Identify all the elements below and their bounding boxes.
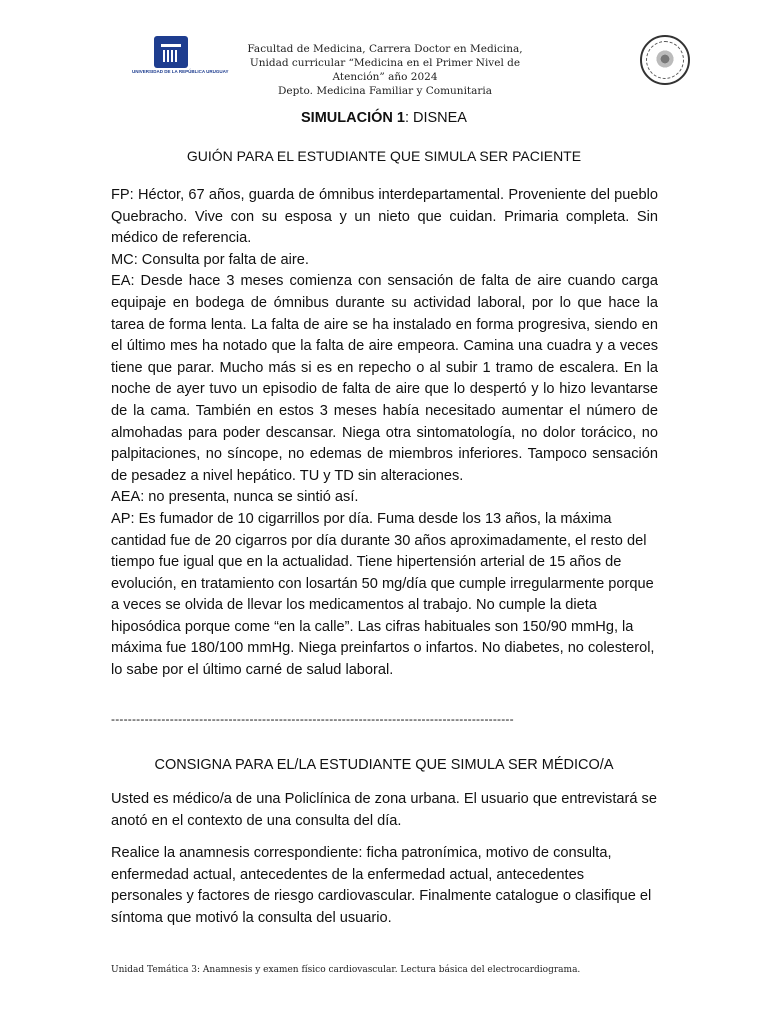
document-header bbox=[230, 42, 540, 98]
page-title bbox=[0, 110, 768, 126]
header-line-3: Depto. Medicina Familiar y Comunitaria bbox=[277, 85, 493, 97]
fp-paragraph: FP: Héctor, 67 años, guarda de ómnibus interdepartamental. Proveniente del pueblo Quebracho. Vive con su esposa y un nieto que cuidan. Primaria completa. Sin médico de referencia. bbox=[111, 187, 658, 247]
section-divider: ------------------------------------------------------------------------------------------------ bbox=[111, 712, 514, 726]
consigna-paragraph-1: Usted es médico/a de una Policlínica de zona urbana. El usuario que entrevistará se anotó en el contexto de una consulta del día. bbox=[111, 791, 657, 829]
university-logo bbox=[132, 36, 229, 96]
ap-paragraph: AP: Es fumador de 10 cigarrillos por día. Fuma desde los 13 años, la máxima cantidad fue de 20 cigarros por día durante 30 años aproximadamente, el resto del tiempo fue igual que en la actualidad. Tiene hipertensión arterial de 15 años de evolución, en tratamiento con losartán 50 mg/día que cumple irregularmente porque a veces se olvida de llevar los medicamentos al trabajo. No cumple la dieta hiposódica porque come “en la calle”. Las cifras habituales son 150/90 mmHg, la máxima fue 180/100 mmHg. Niega preinfartos o infartos. No diabetes, no colesterol, lo sabe por el último carné de salud laboral. bbox=[111, 510, 655, 679]
ea-paragraph: EA: Desde hace 3 meses comienza con sensación de falta de aire cuando carga equipaje en bodega de ómnibus durante su actividad laboral, por lo que hace la tarea de forma lenta. La falta de aire se ha instalado en forma progresiva, siendo en el último mes ha notado que la falta de aire empeora. Camina una cuadra y a veces tiene que parar. Mucho más si es en repecho o al subir 1 tramo de escalera. En la noche de ayer tuvo un episodio de falta de aire que lo despertó y lo hizo levantarse de la cama. También en estos 3 meses había necesitado aumentar el número de almohadas para poder descansar. Niega otra sintomatología, no dolor torácico, no palpitaciones, no síncope, no edemas de miembros inferiores. Tampoco sensación de pesadez a nivel hepático. TU y TD sin alteraciones. bbox=[111, 273, 658, 484]
university-logo-text: UNIVERSIDAD DE LA REPÚBLICA URUGUAY bbox=[132, 69, 229, 74]
header-line-1: Facultad de Medicina, Carrera Doctor en Medicina, bbox=[247, 43, 523, 55]
faculty-seal-icon bbox=[640, 35, 690, 85]
title-rest: : DISNEA bbox=[404, 110, 467, 126]
consigna-paragraph-2: Realice la anamnesis correspondiente: ficha patronímica, motivo de consulta, enfermedad actual, antecedentes de la enfermedad actual, antecedentes personales y factores de riesgo cardiovascular. Finalmente catalogue o clasifique el síntoma que motivó la consulta del usuario. bbox=[111, 845, 652, 926]
university-building-icon bbox=[154, 36, 188, 68]
page-footer: Unidad Temática 3: Anamnesis y examen físico cardiovascular. Lectura básica del electrocardiograma. bbox=[111, 965, 581, 975]
section-subtitle: GUIÓN PARA EL ESTUDIANTE QUE SIMULA SER PACIENTE bbox=[186, 148, 582, 164]
mc-paragraph: MC: Consulta por falta de aire. bbox=[111, 251, 309, 268]
consigna-body bbox=[111, 789, 658, 941]
patient-script bbox=[111, 185, 658, 682]
header-line-2: Unidad curricular “Medicina en el Primer Nivel de Atención” año 2024 bbox=[249, 57, 521, 83]
title-bold: SIMULACIÓN 1 bbox=[301, 110, 405, 126]
aea-paragraph: AEA: no presenta, nunca se sintió así. bbox=[111, 489, 359, 506]
consigna-title: CONSIGNA PARA EL/LA ESTUDIANTE QUE SIMULA SER MÉDICO/A bbox=[154, 757, 614, 773]
